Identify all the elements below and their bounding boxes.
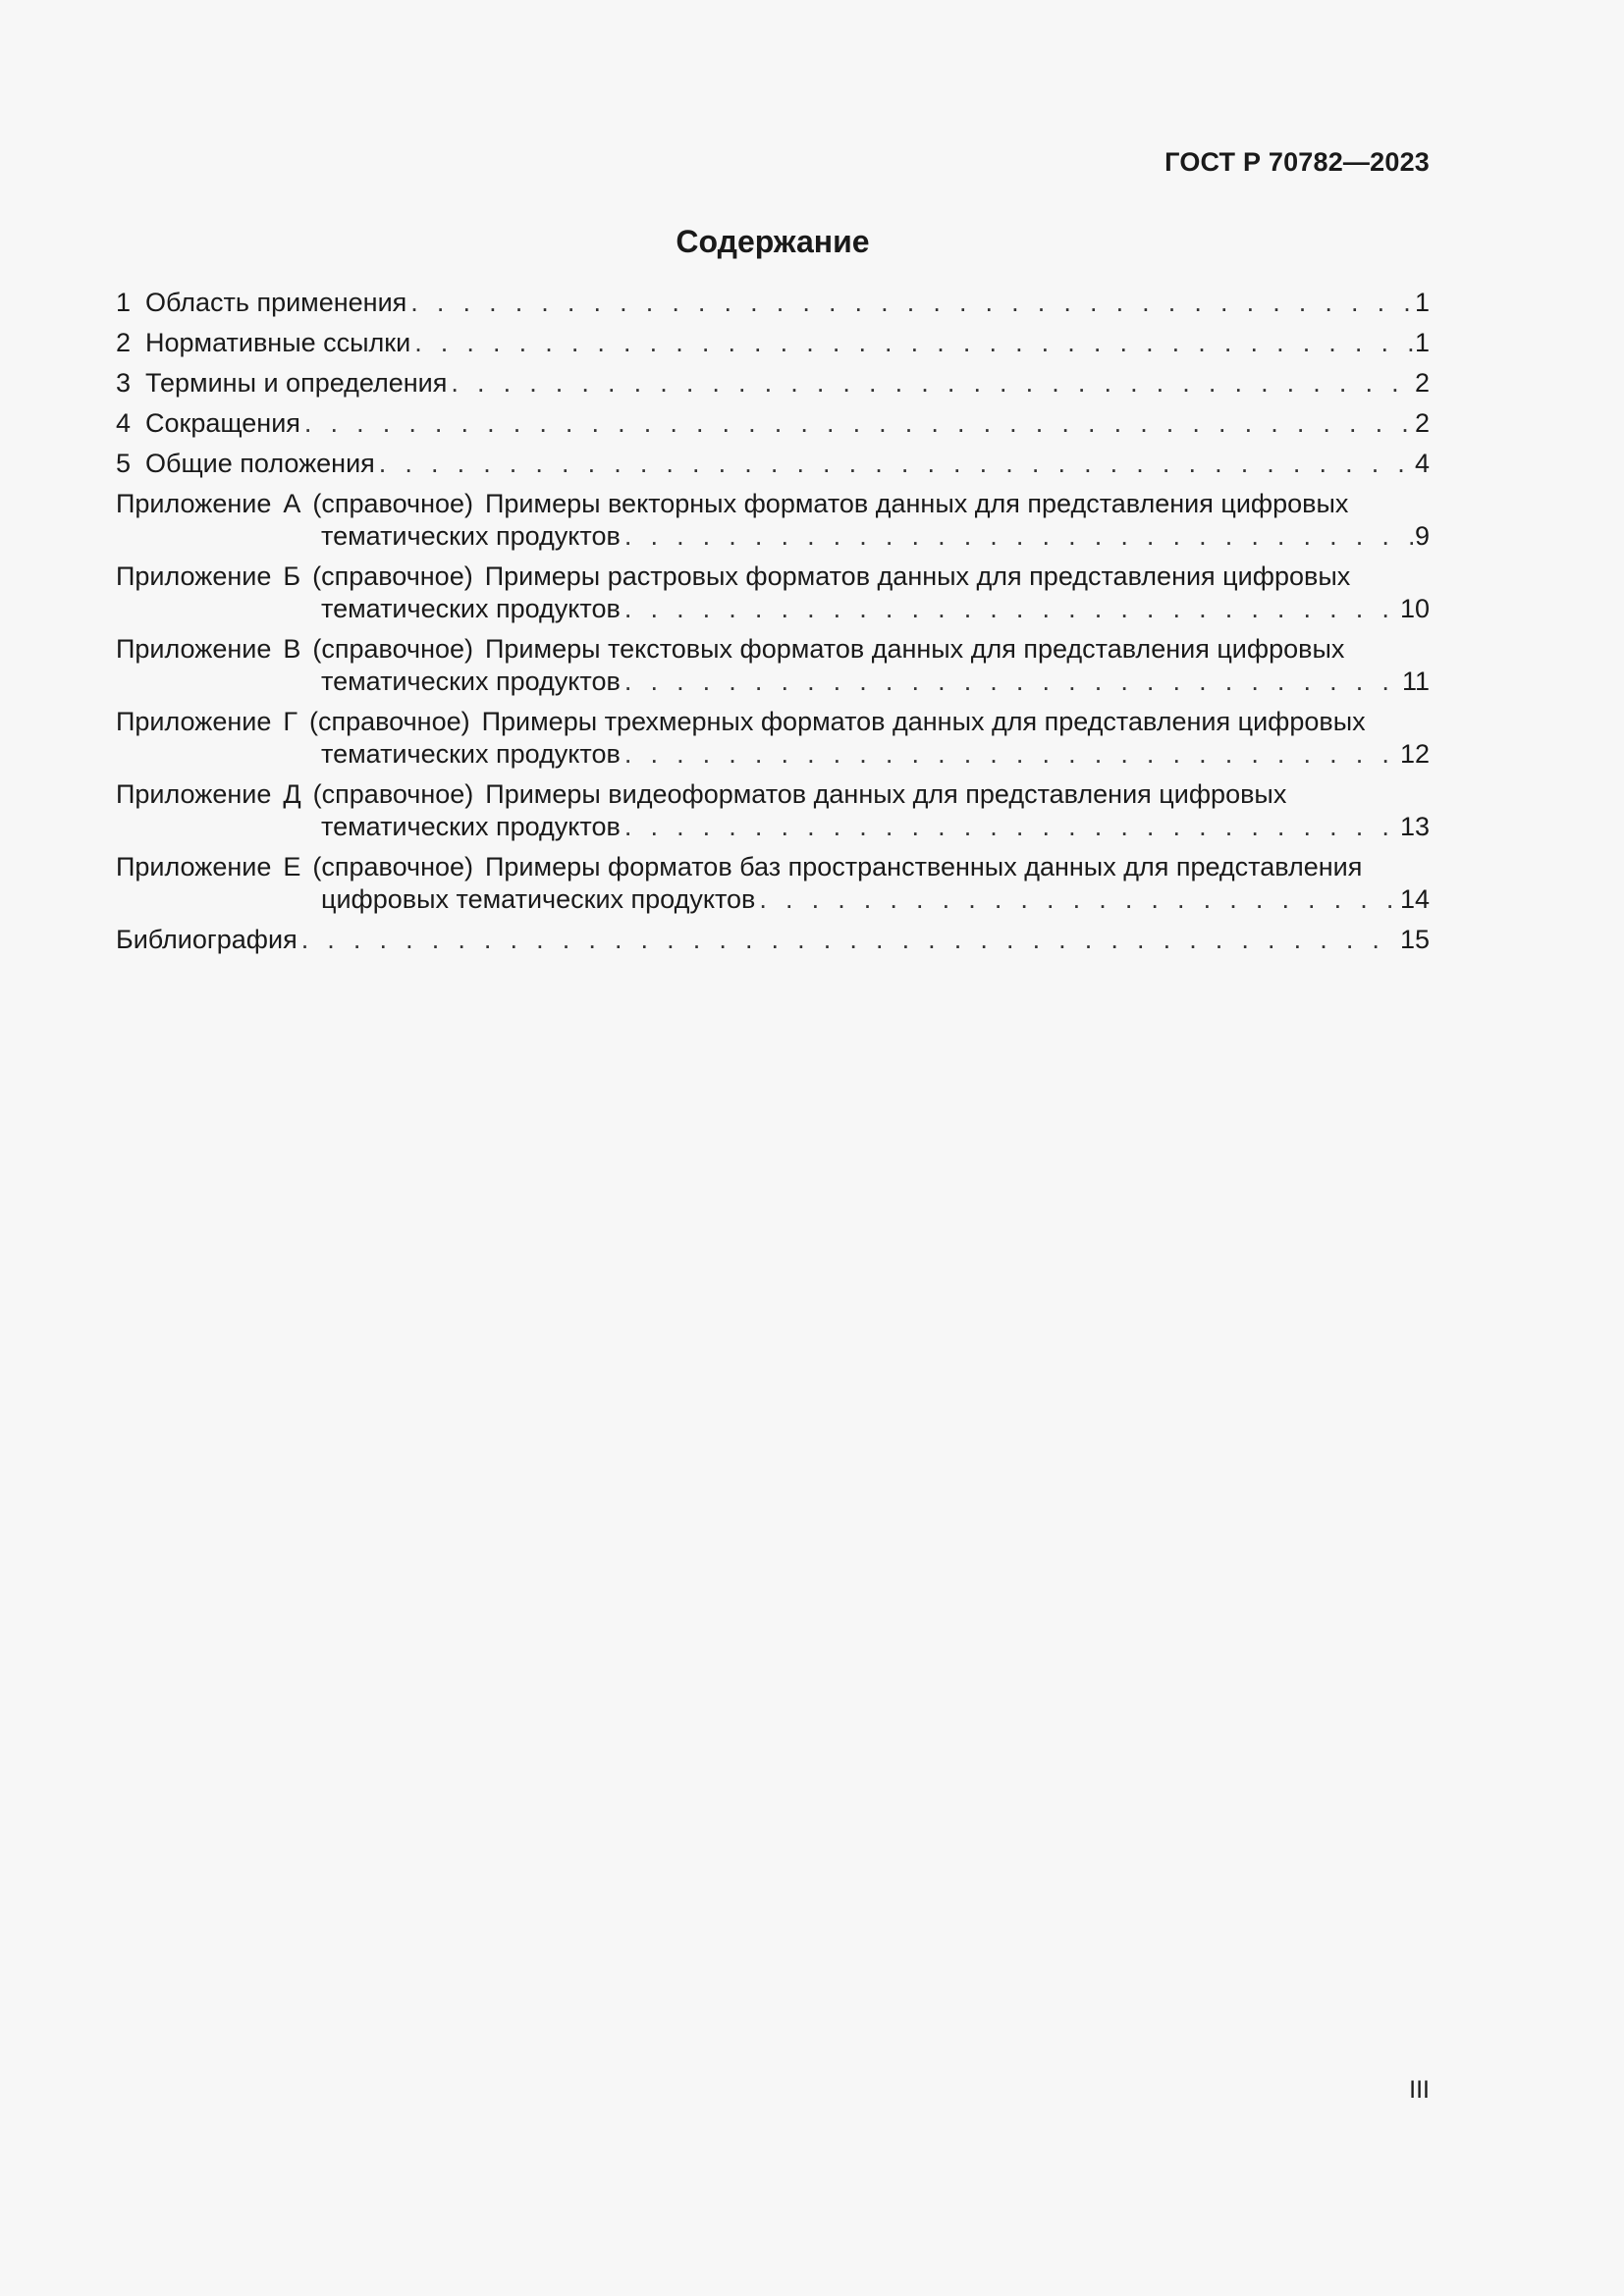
section-number: 4 [116, 408, 132, 438]
page-number: III [1409, 2076, 1430, 2104]
appendix-label: Приложение [116, 561, 272, 591]
appendix-title-line1: Примеры текстовых форматов данных для представления цифровых [485, 634, 1345, 664]
appendix-letter: Г [283, 707, 298, 736]
leader-dots [624, 520, 1413, 553]
appendix-kind: (справочное) [312, 561, 473, 591]
bibliography-title: Библиография [116, 925, 298, 954]
appendix-kind: (справочное) [312, 634, 473, 664]
page-ref: 13 [1399, 812, 1430, 841]
leader-dots [304, 407, 1413, 440]
appendix-kind: (справочное) [309, 707, 470, 736]
toc-entry-bibliography[interactable] [116, 924, 1430, 956]
leader-dots [451, 367, 1413, 400]
section-number: 1 [116, 288, 132, 317]
toc-entry-appendix-g[interactable] [116, 706, 1430, 771]
toc-entry-appendix-e[interactable] [116, 851, 1430, 916]
section-number: 5 [116, 449, 132, 478]
appendix-letter: В [283, 634, 301, 664]
toc-entry-section-4[interactable] [116, 407, 1430, 440]
toc-entry-section-1[interactable] [116, 287, 1430, 319]
appendix-title-line2: тематических продуктов [321, 812, 621, 841]
appendix-kind: (справочное) [312, 852, 473, 881]
appendix-letter: Б [283, 561, 301, 591]
page-ref: 2 [1414, 368, 1430, 398]
appendix-title-line2: тематических продуктов [321, 739, 621, 769]
appendix-title-line1: Примеры векторных форматов данных для представления цифровых [485, 489, 1349, 518]
toc-entry-appendix-d[interactable] [116, 778, 1430, 843]
appendix-letter: Д [283, 779, 301, 809]
appendix-label: Приложение [116, 707, 272, 736]
page-ref: 1 [1414, 328, 1430, 357]
leader-dots [379, 448, 1413, 480]
appendix-label: Приложение [116, 634, 272, 664]
document-code: ГОСТ Р 70782—2023 [1164, 147, 1430, 177]
appendix-title-line2: тематических продуктов [321, 521, 621, 551]
page-ref: 11 [1401, 667, 1430, 696]
appendix-title-line2: тематических продуктов [321, 667, 621, 696]
section-title: Общие положения [145, 449, 375, 478]
appendix-kind: (справочное) [312, 779, 474, 809]
section-title: Термины и определения [145, 368, 448, 398]
page-ref: 1 [1414, 288, 1430, 317]
toc-entry-section-5[interactable] [116, 448, 1430, 480]
page-ref: 10 [1399, 594, 1430, 623]
toc-entry-appendix-v[interactable] [116, 633, 1430, 698]
leader-dots [414, 327, 1413, 359]
appendix-title-line1: Примеры форматов баз пространственных данных для представления [485, 852, 1363, 881]
toc-entry-section-2[interactable] [116, 327, 1430, 359]
section-title: Нормативные ссылки [145, 328, 411, 357]
appendix-title-line1: Примеры растровых форматов данных для представления цифровых [484, 561, 1351, 591]
appendix-title-line2: цифровых тематических продуктов [321, 884, 756, 914]
appendix-letter: Е [283, 852, 301, 881]
appendix-title-line2: тематических продуктов [321, 594, 621, 623]
section-number: 3 [116, 368, 132, 398]
section-title: Область применения [145, 288, 407, 317]
toc-title: Содержание [676, 224, 870, 259]
page-ref: 9 [1414, 521, 1430, 551]
toc-entry-section-3[interactable] [116, 367, 1430, 400]
section-title: Сокращения [145, 408, 300, 438]
page-ref: 15 [1399, 925, 1430, 954]
leader-dots [624, 666, 1400, 698]
appendix-kind: (справочное) [312, 489, 473, 518]
leader-dots [624, 738, 1398, 771]
toc-entry-appendix-a[interactable] [116, 488, 1430, 553]
appendix-label: Приложение [116, 852, 272, 881]
page-ref: 14 [1399, 884, 1430, 914]
leader-dots [759, 883, 1398, 916]
page-ref: 12 [1399, 739, 1430, 769]
appendix-label: Приложение [116, 779, 272, 809]
page-ref: 2 [1414, 408, 1430, 438]
page-ref: 4 [1414, 449, 1430, 478]
leader-dots [624, 811, 1398, 843]
toc-entry-appendix-b[interactable] [116, 561, 1430, 625]
section-number: 2 [116, 328, 132, 357]
appendix-label: Приложение [116, 489, 272, 518]
appendix-title-line1: Примеры трехмерных форматов данных для представления цифровых [481, 707, 1366, 736]
table-of-contents [116, 287, 1430, 964]
leader-dots [301, 924, 1398, 956]
leader-dots [624, 593, 1398, 625]
appendix-title-line1: Примеры видеоформатов данных для представления цифровых [485, 779, 1287, 809]
leader-dots [410, 287, 1413, 319]
appendix-letter: А [283, 489, 301, 518]
